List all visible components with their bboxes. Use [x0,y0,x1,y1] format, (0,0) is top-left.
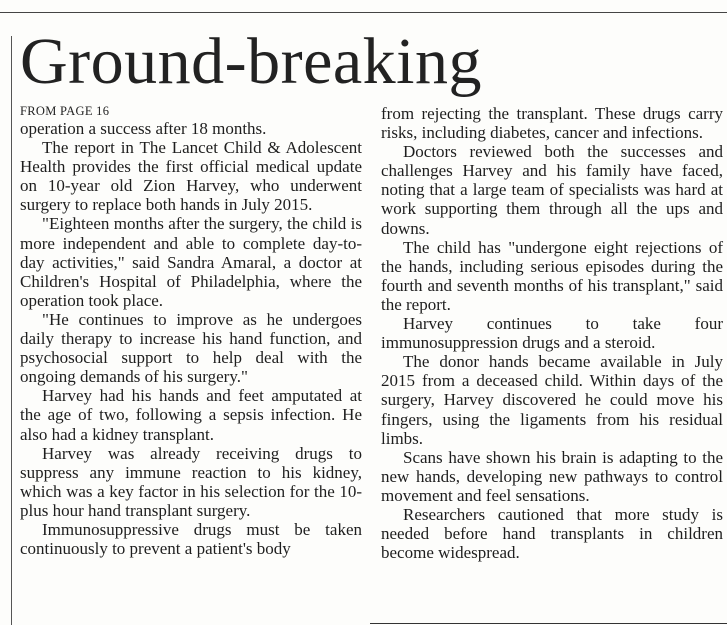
paragraph: Immunosuppressive drugs must be taken continuously to prevent a patient's body [20,519,362,559]
paragraph: from rejecting the transplant. These drugs carry risks, including diabetes, cancer and infections. [381,104,723,143]
paragraph: Doctors reviewed both the successes and challenges Harvey and his family have faced, noting that a large team of specialists was hard at work supporting them through all the ups and downs. [381,142,723,238]
paragraph: operation a success after 18 months. [20,119,267,138]
top-rule [0,12,727,13]
headline: Ground-breaking [20,25,483,98]
paragraph: "He continues to improve as he undergoes daily therapy to increase his hand function, and psychosocial support to help deal with the ongoing demands of his surgery." [20,309,362,387]
bottom-rule [370,623,727,624]
paragraph: Harvey was already receiving drugs to suppress any immune reaction to his kidney, which was a key factor in his selection for the 10-plus hour hand transplant surgery. [20,443,362,520]
paragraph: The donor hands became available in July 2015 from a deceased child. Within days of the surgery, Harvey discovered he could move his fingers, using the ligaments from his residual limbs. [381,352,723,448]
article-column-left [20,104,362,558]
article-column-right [381,104,723,562]
paragraph: Harvey had his hands and feet amputated at the age of two, following a sepsis infection. He also had a kidney transplant. [20,386,362,444]
paragraph: The child has "undergone eight rejections of the hands, including serious episodes during the fourth and seventh months of his transplant," said the report. [381,237,723,314]
paragraph: The report in The Lancet Child & Adolescent Health provides the first official medical update on 10-year old Zion Harvey, who underwent surgery to replace both hands in July 2015. [20,138,362,215]
paragraph: Researchers cautioned that more study is needed before hand transplants in children become widespread. [381,504,723,563]
jump-line-kicker: FROM PAGE 16 [20,104,110,118]
paragraph: Scans have shown his brain is adapting to the new hands, developing new pathways to control movement and feel sensations. [381,447,723,505]
paragraph: Harvey continues to take four immunosuppression drugs and a steroid. [381,314,723,353]
left-column-rule [11,36,12,625]
paragraph: "Eighteen months after the surgery, the child is more independent and able to complete day-to-day activities," said Sandra Amaral, a doctor at Children's Hospital of Philadelphia, where the operation took place. [20,214,362,310]
